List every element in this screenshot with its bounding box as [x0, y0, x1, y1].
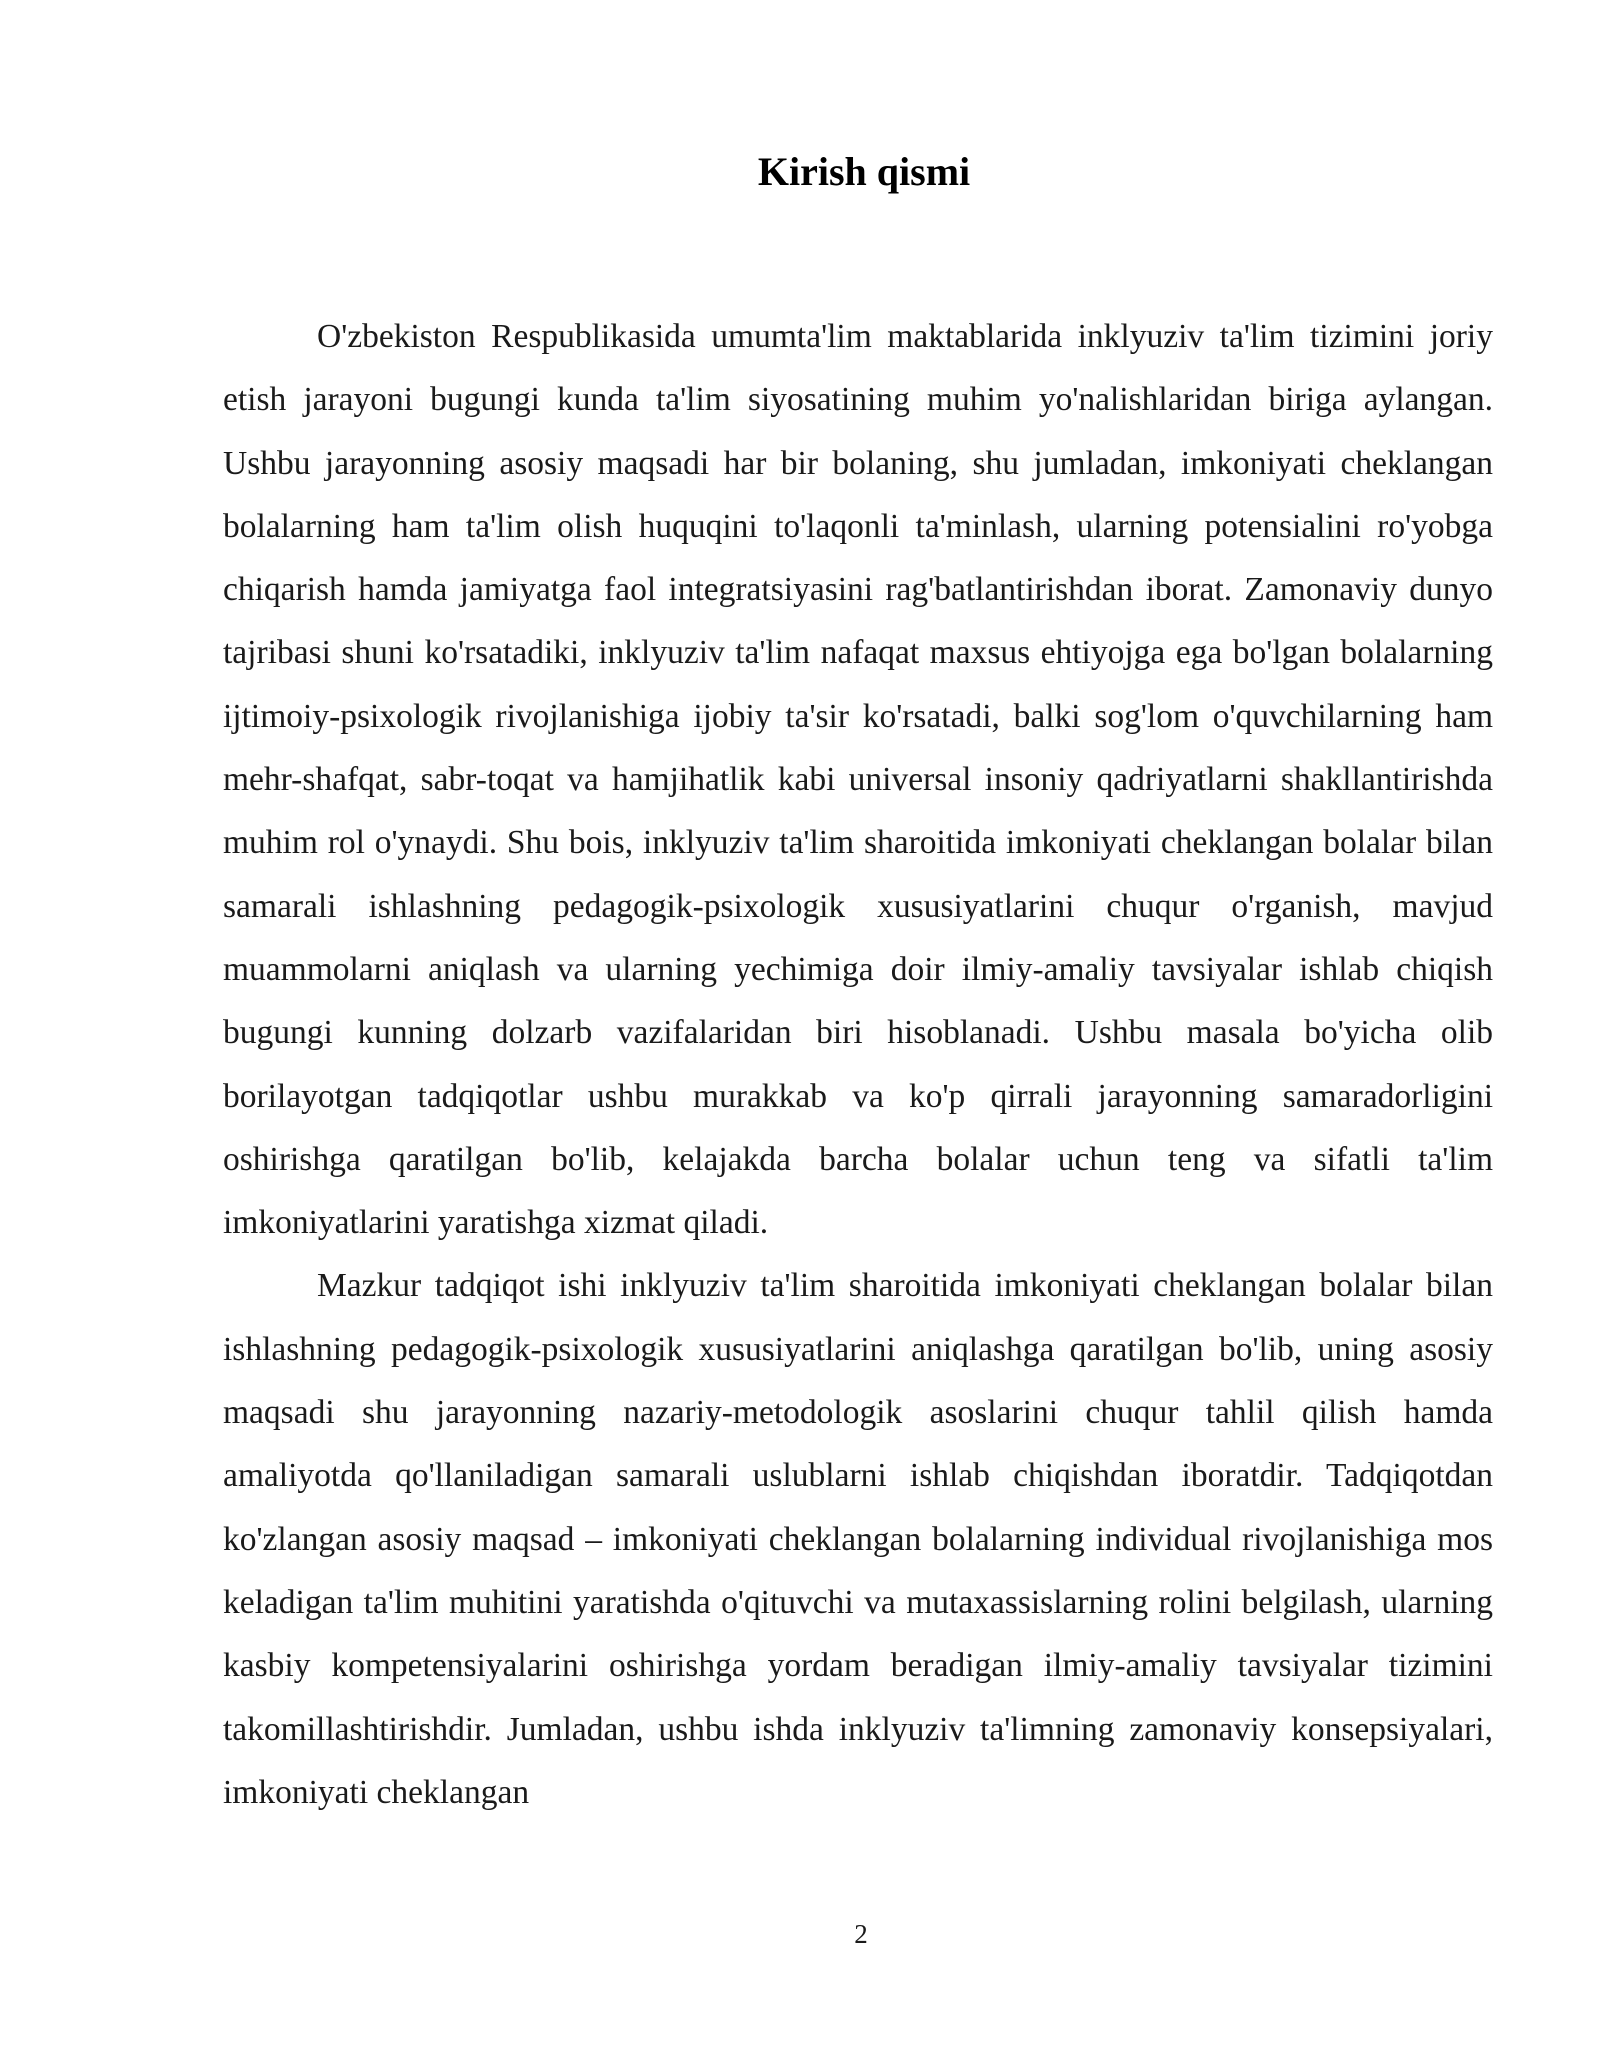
- page-title: Kirish qismi: [757, 149, 971, 194]
- body-text: [223, 305, 1493, 1824]
- paragraph: Mazkur tadqiqot ishi inklyuziv ta'lim sharoitida imkoniyati cheklangan bolalar bilan ishlashning pedagogik-psixologik xususiyatlarini aniqlashga qaratilgan bo'lib, uning asosiy maqsadi shu jarayonning nazariy-metodologik asoslarini chuqur tahlil qilish hamda amaliyotda qo'llaniladigan samarali uslublarni ishlab chiqishdan iboratdir. Tadqiqotdan ko'zlangan asosiy maqsad – imkoniyati cheklangan bolalarning individual rivojlanishiga mos keladigan ta'lim muhitini yaratishda o'qituvchi va mutaxassislarning rolini belgilash, ularning kasbiy kompetensiyalarini oshirishga yordam beradigan ilmiy-amaliy tavsiyalar tizimini takomillashtirishdir. Jumladan, ushbu ishda inklyuziv ta'limning zamonaviy konsepsiyalari, imkoniyati cheklangan: [223, 1267, 1493, 1811]
- page-number: 2: [854, 1919, 868, 1949]
- paragraph: O'zbekiston Respublikasida umumta'lim maktablarida inklyuziv ta'lim tizimini joriy etish jarayoni bugungi kunda ta'lim siyosatining muhim yo'nalishlaridan biriga aylangan. Ushbu jarayonning asosiy maqsadi har bir bolaning, shu jumladan, imkoniyati cheklangan bolalarning ham ta'lim olish huquqini to'laqonli ta'minlash, ularning potensialini ro'yobga chiqarish hamda jamiyatga faol integratsiyasini rag'batlantirishdan iborat. Zamonaviy dunyo tajribasi shuni ko'rsatadiki, inklyuziv ta'lim nafaqat maxsus ehtiyojga ega bo'lgan bolalarning ijtimoiy-psixologik rivojlanishiga ijobiy ta'sir ko'rsatadi, balki sog'lom o'quvchilarning ham mehr-shafqat, sabr-toqat va hamjihatlik kabi universal insoniy qadriyatlarni shakllantirishda muhim rol o'ynaydi. Shu bois, inklyuziv ta'lim sharoitida imkoniyati cheklangan bolalar bilan samarali ishlashning pedagogik-psixologik xususiyatlarini chuqur o'rganish, mavjud muammolarni aniqlash va ularning yechimiga doir ilmiy-amaliy tavsiyalar ishlab chiqish bugungi kunning dolzarb vazifalaridan biri hisoblanadi. Ushbu masala bo'yicha olib borilayotgan tadqiqotlar ushbu murakkab va ko'p qirrali jarayonning samaradorligini oshirishga qaratilgan bo'lib, kelajakda barcha bolalar uchun teng va sifatli ta'lim imkoniyatlarini yaratishga xizmat qiladi.: [223, 318, 1493, 1242]
